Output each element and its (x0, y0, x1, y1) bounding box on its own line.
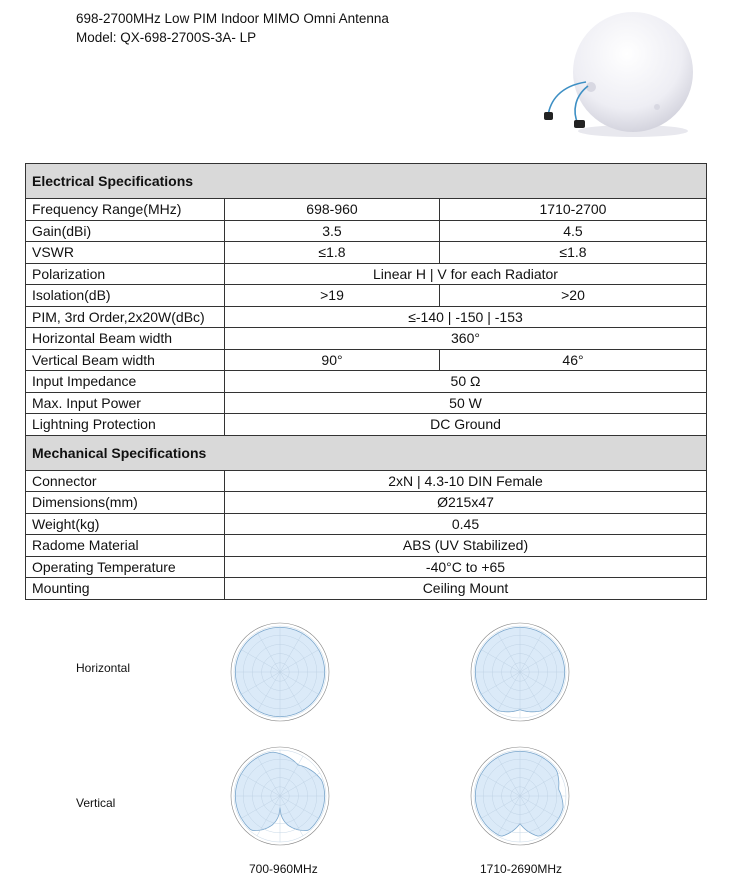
spec-value-low: >19 (225, 285, 440, 307)
spec-value-high: 4.5 (439, 220, 706, 242)
spec-label: Isolation(dB) (26, 285, 225, 307)
section-heading: Mechanical Specifications (26, 435, 707, 470)
spec-label: Horizontal Beam width (26, 328, 225, 350)
table-row (26, 242, 707, 264)
high-band-label: 1710-2690MHz (480, 862, 563, 876)
spec-label: Max. Input Power (26, 392, 225, 414)
spec-value-high: 46° (439, 349, 706, 371)
spec-value-high: ≤1.8 (439, 242, 706, 264)
spec-label: Radome Material (26, 535, 225, 557)
electrical-section-header (26, 164, 707, 199)
low-band-label: 700-960MHz (249, 862, 318, 876)
table-row (26, 263, 707, 285)
spec-label: Mounting (26, 578, 225, 600)
document-header (76, 9, 389, 47)
vertical-pattern-label: Vertical (76, 796, 116, 810)
spec-value-low: 698-960 (225, 199, 440, 221)
spec-value: DC Ground (225, 414, 707, 436)
spec-value-low: ≤1.8 (225, 242, 440, 264)
table-row (26, 371, 707, 393)
spec-value: -40°C to +65 (225, 556, 707, 578)
spec-value: Linear H | V for each Radiator (225, 263, 707, 285)
spec-value-high: 1710-2700 (439, 199, 706, 221)
spec-value: 50 W (225, 392, 707, 414)
table-row (26, 199, 707, 221)
table-row (26, 492, 707, 514)
table-row (26, 349, 707, 371)
horizontal-pattern-label: Horizontal (76, 661, 131, 675)
mechanical-section-header (26, 435, 707, 470)
product-title: 698-2700MHz Low PIM Indoor MIMO Omni Antenna (76, 11, 389, 26)
table-row (26, 220, 707, 242)
table-row (26, 414, 707, 436)
spec-value: ≤-140 | -150 | -153 (225, 306, 707, 328)
table-row (26, 535, 707, 557)
spec-label: Gain(dBi) (26, 220, 225, 242)
spec-label: VSWR (26, 242, 225, 264)
polar-pattern-vertical-high (468, 744, 572, 848)
table-row (26, 578, 707, 600)
table-row (26, 470, 707, 492)
spec-value: Ceiling Mount (225, 578, 707, 600)
spec-label: Lightning Protection (26, 414, 225, 436)
polar-pattern-horizontal-high (468, 620, 572, 724)
spec-label: Vertical Beam width (26, 349, 225, 371)
table-row (26, 306, 707, 328)
spec-label: Weight(kg) (26, 513, 225, 535)
spec-value-low: 90° (225, 349, 440, 371)
table-row (26, 328, 707, 350)
spec-value: 50 Ω (225, 371, 707, 393)
spec-label: Connector (26, 470, 225, 492)
antenna-photo-icon (520, 6, 720, 146)
spec-label: Operating Temperature (26, 556, 225, 578)
section-heading: Electrical Specifications (26, 164, 707, 199)
polar-pattern-horizontal-low (228, 620, 332, 724)
spec-label: Dimensions(mm) (26, 492, 225, 514)
spec-value: 2xN | 4.3-10 DIN Female (225, 470, 707, 492)
spec-value-low: 3.5 (225, 220, 440, 242)
table-row (26, 513, 707, 535)
spec-label: Input Impedance (26, 371, 225, 393)
table-row (26, 285, 707, 307)
spec-label: Frequency Range(MHz) (26, 199, 225, 221)
table-row (26, 392, 707, 414)
spec-value: ABS (UV Stabilized) (225, 535, 707, 557)
spec-label: PIM, 3rd Order,2x20W(dBc) (26, 306, 225, 328)
spec-value: 360° (225, 328, 707, 350)
spec-value-high: >20 (439, 285, 706, 307)
polar-pattern-vertical-low (228, 744, 332, 848)
model-number: Model: QX-698-2700S-3A- LP (76, 30, 257, 45)
spec-value: 0.45 (225, 513, 707, 535)
specifications-table (25, 163, 707, 600)
spec-label: Polarization (26, 263, 225, 285)
spec-value: Ø215x47 (225, 492, 707, 514)
table-row (26, 556, 707, 578)
